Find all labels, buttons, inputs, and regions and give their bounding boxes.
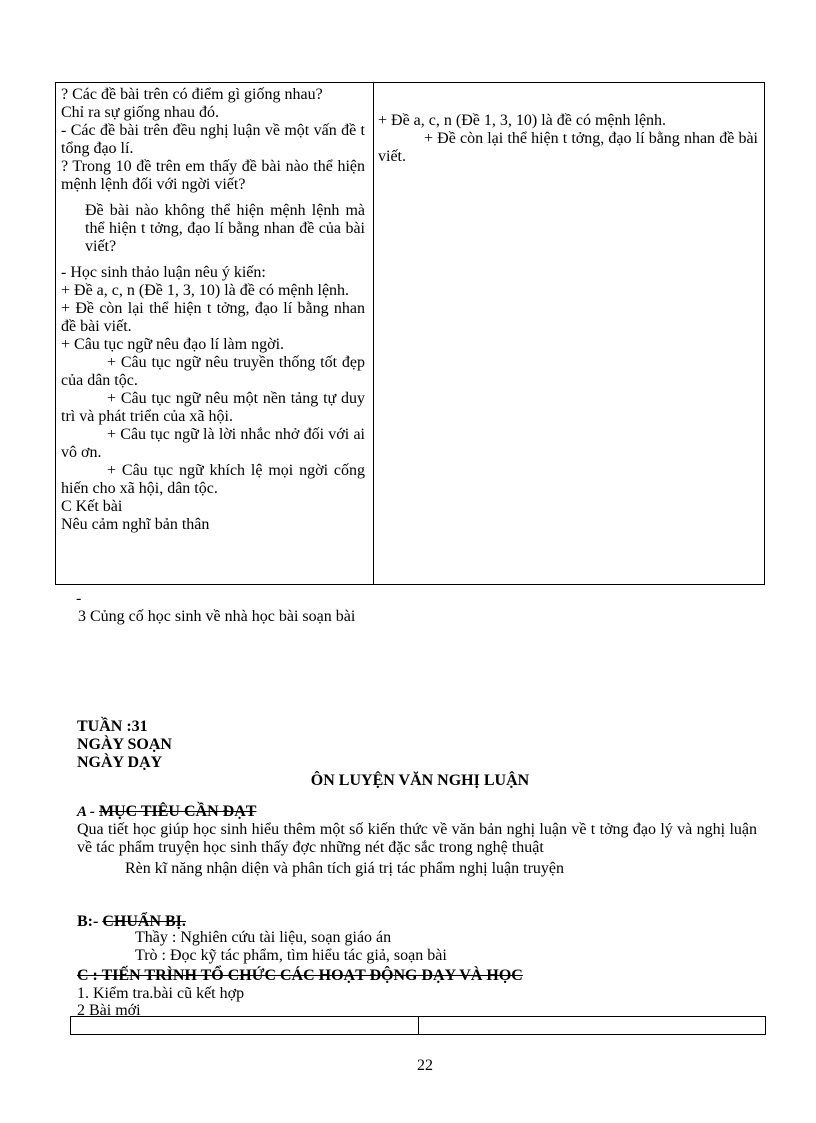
prep-date-label: NGÀY SOẠN	[77, 736, 172, 753]
proverb-point-5: + Câu tục ngữ khích lệ mọi ngời cống hiến cho xã hội, dân tộc.	[61, 462, 365, 497]
answer-1: - Các đề bài trên đều nghị luận về một vấn đề t tổng đạo lí.	[61, 122, 365, 157]
table-right-cell	[378, 112, 758, 166]
discussion-intro: - Học sinh thảo luận nêu ý kiến:	[61, 264, 266, 281]
page-number: 22	[417, 1057, 433, 1074]
instruction-1: Chỉ ra sự giống nhau đó.	[61, 104, 219, 121]
proverb-point-1: + Câu tục ngữ nêu đạo lí làm ngời.	[61, 336, 285, 353]
right-point-2: + Đề còn lại thể hiện t tởng, đạo lí bằng nhan đề bài viết.	[378, 130, 758, 165]
table-left-cell	[61, 86, 365, 534]
student-prep: Trò : Đọc kỹ tác phẩm, tìm hiểu tác giả, soạn bài	[135, 947, 447, 964]
section-c-item-2: 2 Bài mới	[77, 1002, 141, 1019]
proverb-point-3: + Câu tục ngữ nêu một nền tảng tự duy trì và phát triển của xã hội.	[61, 390, 365, 425]
proverb-point-4: + Câu tục ngữ là lời nhắc nhở đối với ai vô ơn.	[61, 426, 365, 461]
section-a-body	[77, 821, 757, 878]
spacer	[61, 256, 365, 264]
lesson-title: ÔN LUYỆN VĂN NGHỊ LUẬN	[310, 772, 530, 789]
conclusion-text: Nêu cảm nghĩ bản thân	[61, 516, 210, 533]
discussion-point-2: + Đề còn lại thể hiện t tởng, đạo lí bằng nhan đề bài viết.	[61, 300, 365, 335]
conclusion-heading: C Kết bài	[61, 498, 123, 515]
teach-date-label: NGÀY DẠY	[77, 754, 163, 771]
section-b-title: CHUẨN BỊ.	[102, 913, 186, 930]
consolidation-item: 3 Củng cố học sinh về nhà học bài soạn bài	[78, 608, 356, 625]
section-a-title: MỤC TIÊU CẦN ĐẠT	[98, 803, 257, 820]
right-point-1: + Đề a, c, n (Đề 1, 3, 10) là đề có mệnh lệnh.	[378, 112, 667, 129]
teacher-prep: Thầy : Nghiên cứu tài liệu, soạn giáo án	[135, 929, 392, 946]
question-1: ? Các đề bài trên có điểm gì giống nhau?	[61, 86, 323, 103]
week-label: TUẦN :31	[77, 718, 148, 735]
question-3: Đề bài nào không thể hiện mệnh lệnh mà thể hiện t tởng, đạo lí bằng nhan đề của bài viết?	[85, 202, 365, 255]
question-2: ? Trong 10 đề trên em thấy đề bài nào thể hiện mệnh lệnh đối với ngời viết?	[61, 158, 365, 193]
table-column-divider	[373, 82, 374, 585]
section-c-heading: C : TIẾN TRÌNH TỔ CHỨC CÁC HOẠT ĐỘNG DẠY VÀ HỌC	[77, 967, 523, 984]
objective-paragraph: Qua tiết học giúp học sinh hiểu thêm một số kiến thức về văn bản nghị luận về t tởng đạo lý và nghị luận về tác phẩm truyện học sinh thấy đợc những nét đặc sắc trong nghệ thuật	[77, 821, 757, 856]
section-c-item-1: 1. Kiểm tra.bài cũ kết hợp	[77, 985, 245, 1002]
spacer	[61, 194, 365, 202]
dash-mark: -	[76, 590, 82, 607]
activity-table-divider	[418, 1016, 419, 1035]
skill-paragraph: Rèn kĩ năng nhận diện và phân tích giá trị tác phẩm nghị luận truyện	[125, 860, 564, 877]
proverb-point-2: + Câu tục ngữ nêu truyền thống tốt đẹp của dân tộc.	[61, 354, 365, 389]
section-a-prefix: A -	[77, 804, 95, 820]
discussion-point-1: + Đề a, c, n (Đề 1, 3, 10) là đề có mệnh lệnh.	[61, 282, 350, 299]
section-b-prefix: B:-	[77, 913, 99, 930]
section-a-heading	[77, 803, 256, 821]
